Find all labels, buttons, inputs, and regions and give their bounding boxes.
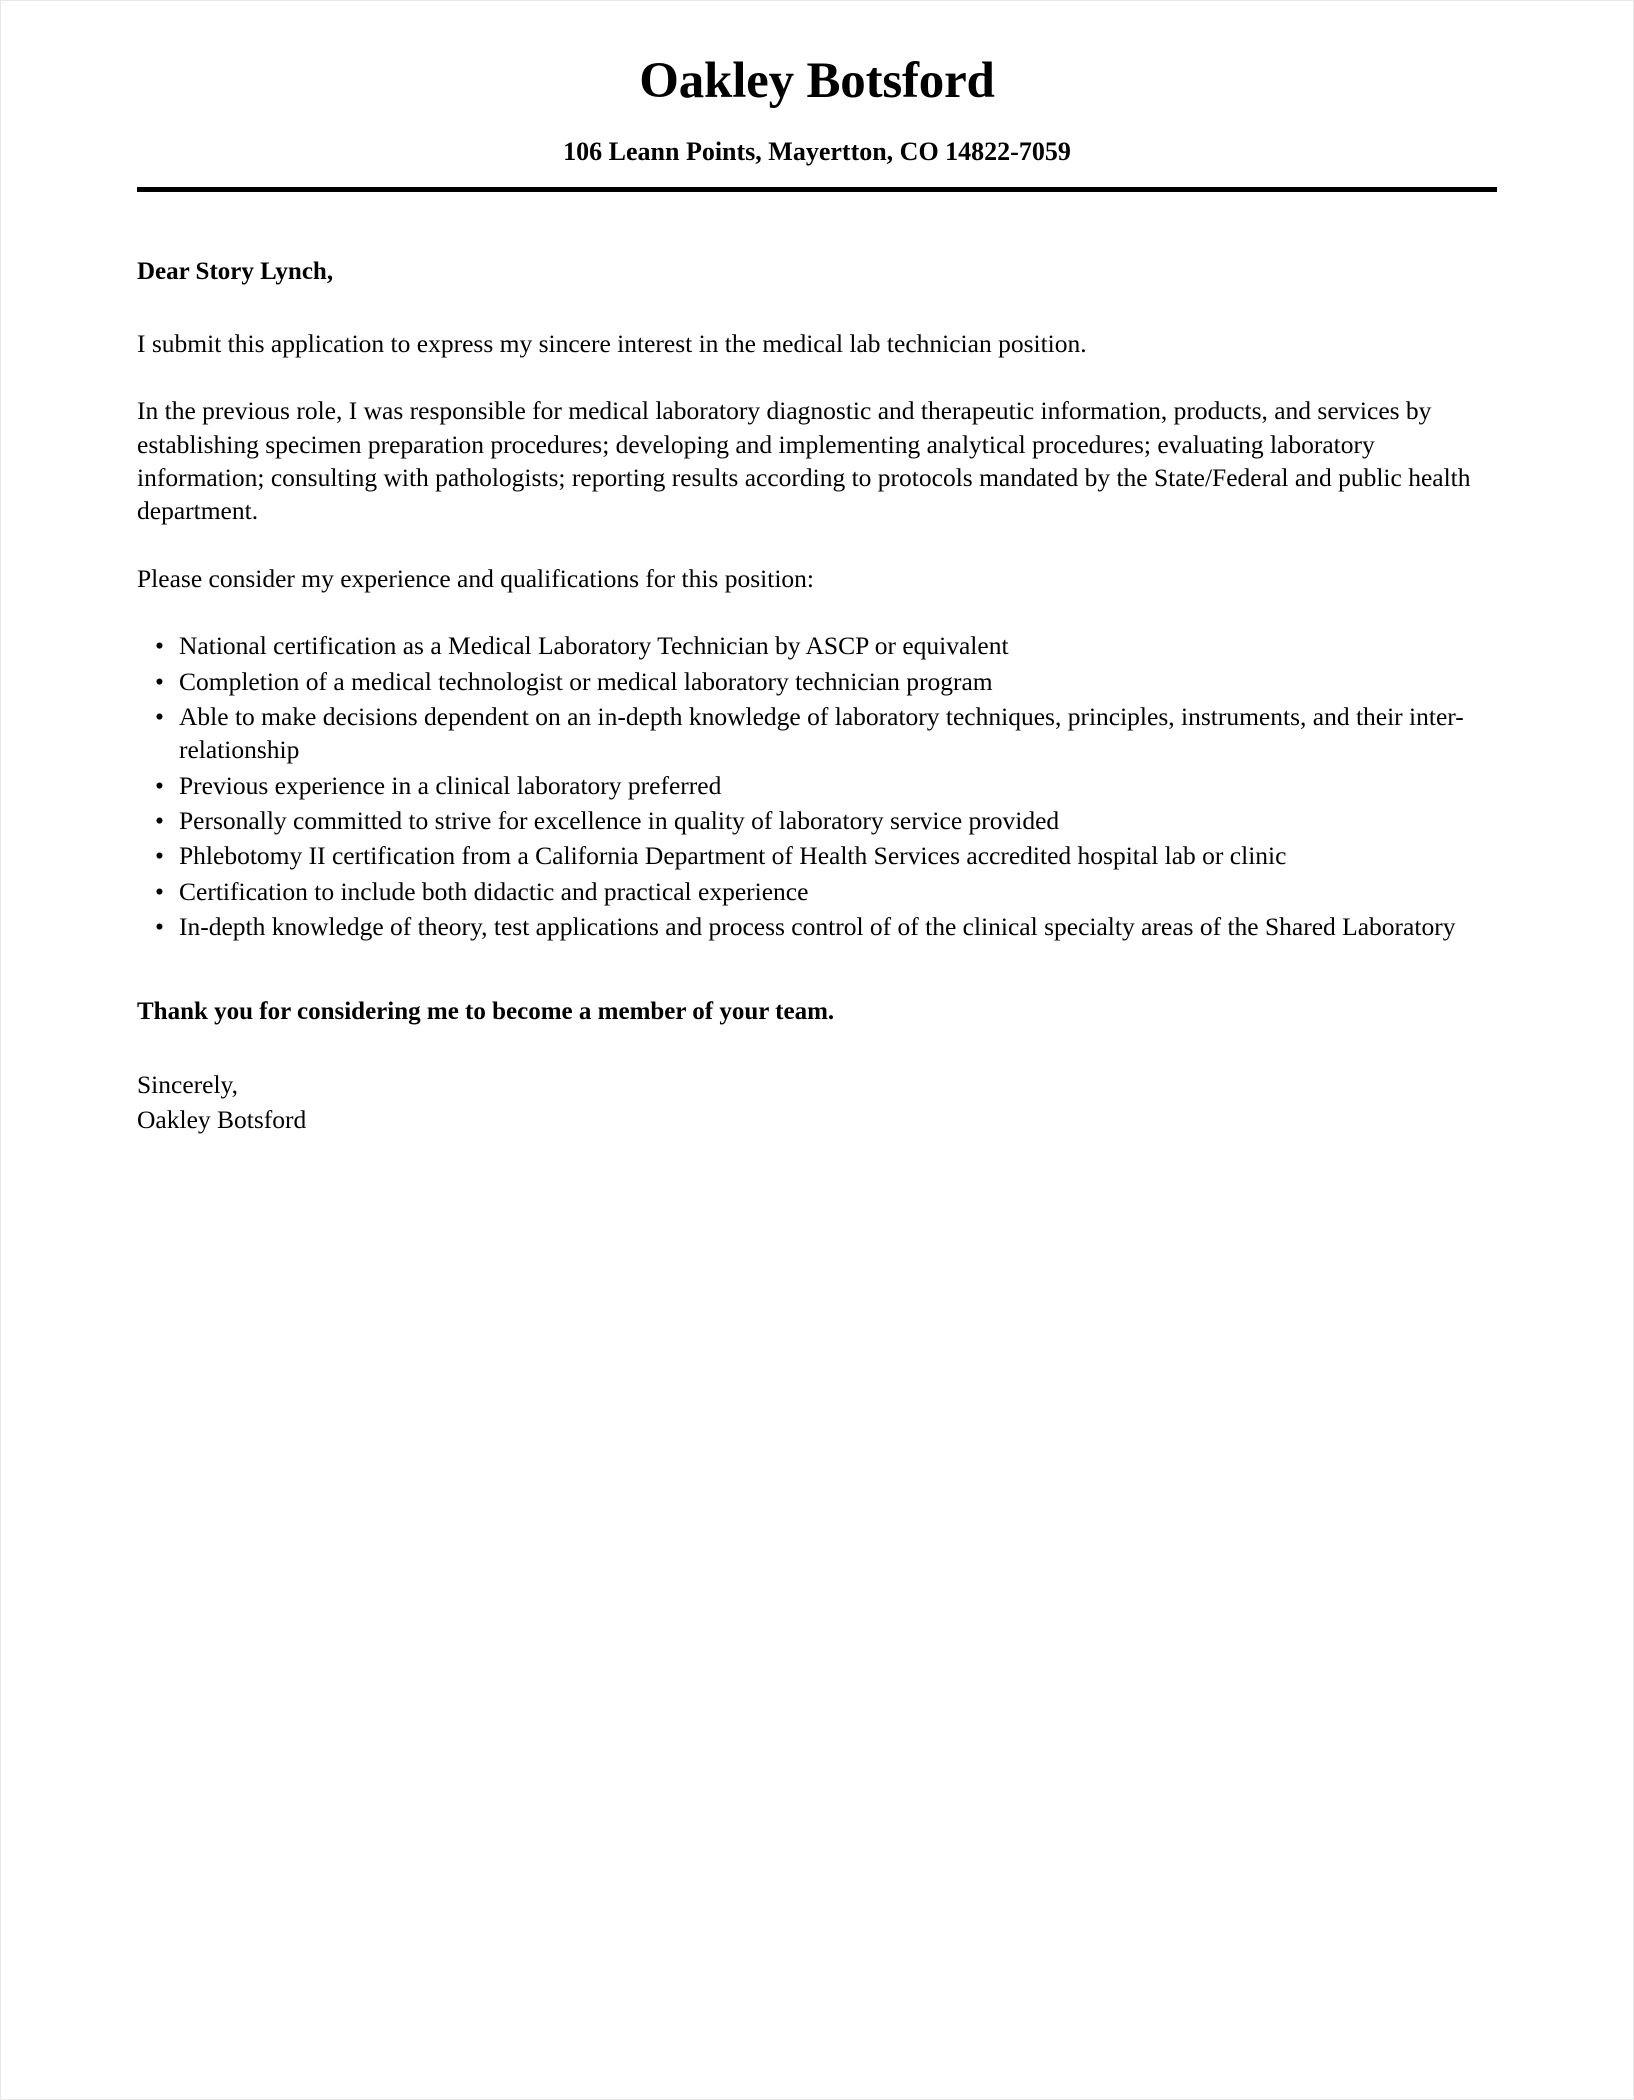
list-item [137,700,1497,767]
list-item-label: Personally committed to strive for excellence in quality of laboratory service provided [179,806,1060,836]
list-item [137,875,1497,908]
signature-block [137,1068,1497,1137]
list-item-label: Completion of a medical technologist or medical laboratory technician program [179,666,993,696]
bullet-icon: • [155,806,164,836]
qualifications-lead-in: Please consider my experience and qualifications for this position: [137,563,814,593]
intro-paragraph: I submit this application to express my sincere interest in the medical lab technician position. [137,328,1087,358]
list-item [137,839,1497,872]
list-item-label: In-depth knowledge of theory, test applications and process control of of the clinical specialty areas of the Shared Laboratory [179,912,1456,942]
closing-thanks: Thank you for considering me to become a member of your team. [137,997,835,1025]
letter-body [137,192,1497,1137]
list-item [137,769,1497,802]
bullet-icon: • [155,876,164,906]
list-item-label: Certification to include both didactic and practical experience [179,876,809,906]
list-item-label: Phlebotomy II certification from a California Department of Health Services accredited hospital lab or clinic [179,841,1287,871]
bullet-icon: • [155,631,164,661]
list-item-label: National certification as a Medical Laboratory Technician by ASCP or equivalent [179,631,1009,661]
bullet-icon: • [155,912,164,942]
experience-paragraph: In the previous role, I was responsible for medical laboratory diagnostic and therapeutic information, products, and services by establishing specimen preparation procedures; developing and implementing analytical procedures; evaluating laboratory information; consulting with pathologists; reporting results according to protocols mandated by the State/Federal and public health department. [137,396,1471,526]
signature-name: Oakley Botsford [137,1104,307,1134]
closing-word: Sincerely, [137,1070,239,1100]
letterhead [137,1,1497,192]
bullet-icon: • [155,666,164,696]
list-item [137,910,1497,943]
sender-address: 106 Leann Points, Mayertton, CO 14822-7059 [563,137,1071,167]
bullet-icon: • [155,701,164,731]
sender-name: Oakley Botsford [639,53,995,109]
salutation: Dear Story Lynch, [137,258,334,286]
list-item-label: Able to make decisions dependent on an in-depth knowledge of laboratory techniques, principles, instruments, and their inter-relationship [179,701,1464,765]
list-item [137,804,1497,837]
bullet-icon: • [155,770,164,800]
list-item-label: Previous experience in a clinical laboratory preferred [179,770,722,800]
list-item [137,629,1497,662]
qualifications-list [137,629,1497,944]
list-item [137,665,1497,698]
bullet-icon: • [155,841,164,871]
